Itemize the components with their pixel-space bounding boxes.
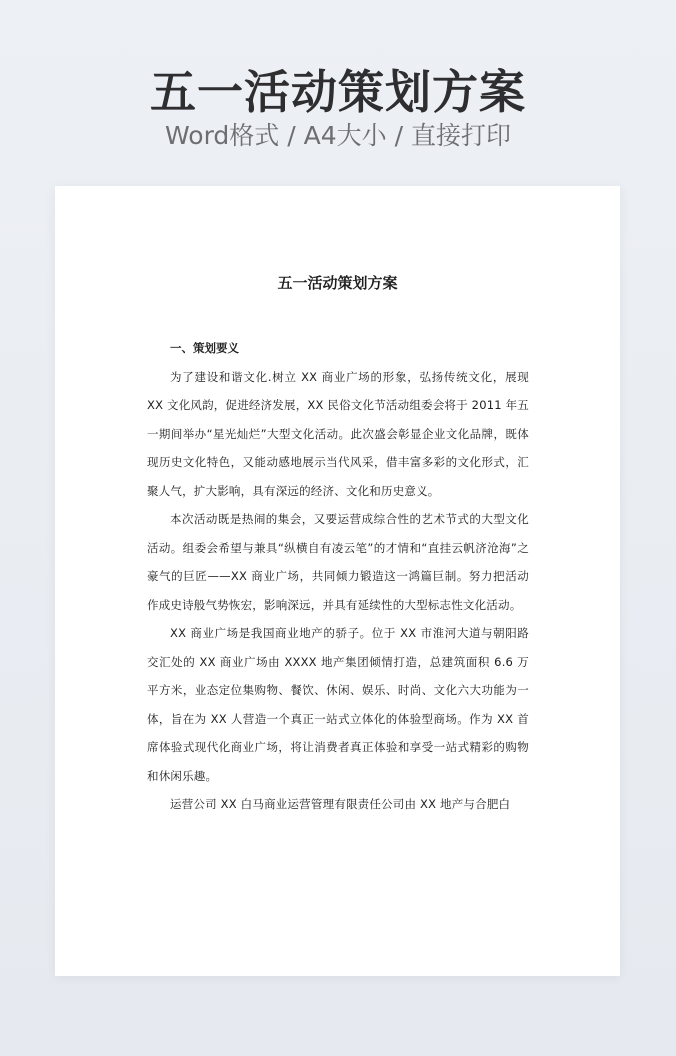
document-page (55, 186, 620, 976)
paragraph-3: XX 商业广场是我国商业地产的骄子。位于 XX 市淮河大道与朝阳路交汇处的 XX 商业广场由 XXXX 地产集团倾情打造，总建筑面积 6.6 万平方米，业态定位集购物、餐饮、休闲、娱乐、时尚、文化六大功能为一体，旨在为 XX 人营造一个真正一站式立体化的体验型商场。作为 XX 首席体验式现代化商业广场，将让消费者真正体验和享受一站式精彩的购物和休闲乐趣。 (147, 626, 529, 783)
banner-title: 五一活动策划方案 (150, 65, 526, 119)
paragraph-2: 本次活动既是热闹的集会，又要运营成综合性的艺术节式的大型文化活动。组委会希望与兼具“纵横自有凌云笔”的才情和“直挂云帆济沧海”之豪气的巨匠——XX 商业广场，共同倾力锻造这一鸿篇巨制。努力把活动作成史诗般气势恢宏，影响深远，并具有延续性的大型标志性文化活动。 (147, 512, 529, 612)
paragraph-4: 运营公司 XX 白马商业运营管理有限责任公司由 XX 地产与合肥白 (170, 797, 511, 811)
paragraph-1: 为了建设和谐文化.树立 XX 商业广场的形象，弘扬传统文化，展现 XX 文化风韵，促进经济发展，XX 民俗文化节活动组委会将于 2011 年五一期间举办“星光灿烂”大型文化活动。此次盛会彰显企业文化品牌，既体现历史文化特色，又能动感地展示当代风采，借丰富多彩的文化形式，汇聚人气，扩大影响，具有深远的经济、文化和历史意义。 (147, 369, 529, 498)
document-title: 五一活动策划方案 (277, 274, 398, 292)
document-body (147, 334, 529, 819)
section-heading: 一、策划要义 (170, 341, 239, 355)
banner-subtitle: Word格式 / A4大小 / 直接打印 (165, 121, 511, 150)
banner (0, 0, 676, 186)
